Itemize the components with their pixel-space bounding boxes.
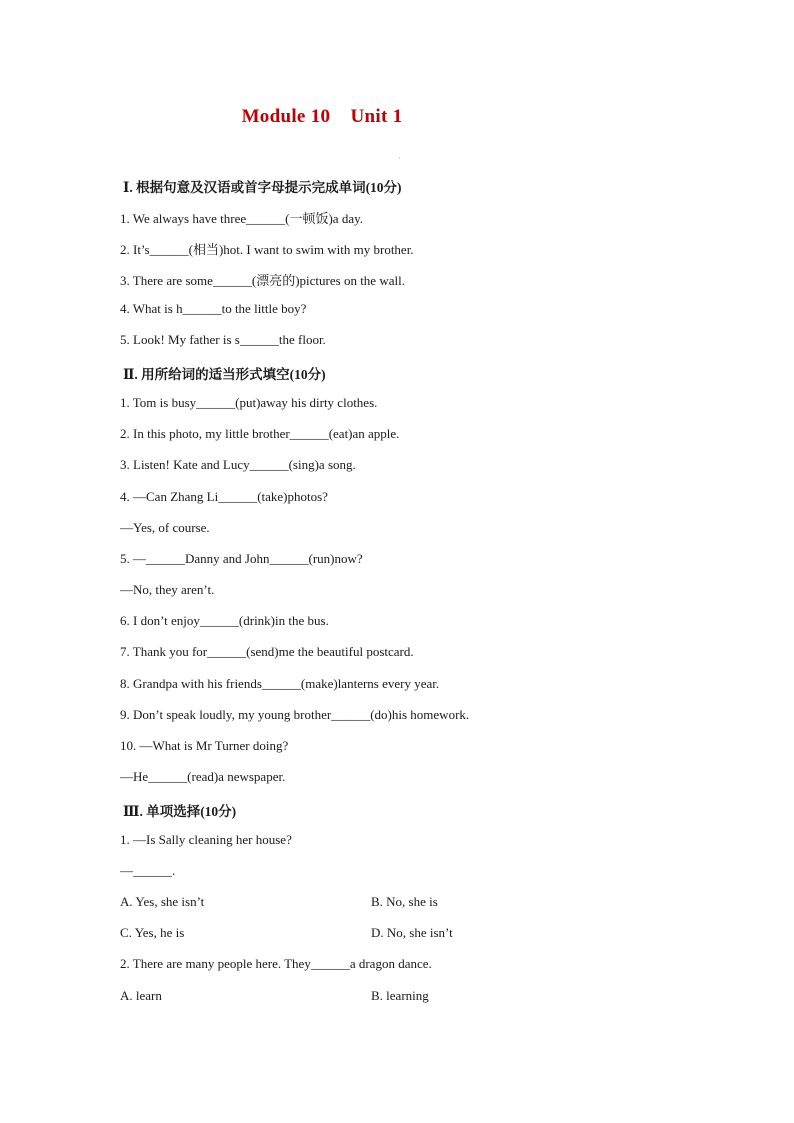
section-2-heading: Ⅱ. 用所给词的适当形式填空(10分) (123, 367, 326, 382)
dot-marker: · (398, 154, 401, 163)
s3-q2-option-b: B. learning (371, 988, 429, 1003)
s2-question-3: 3. Listen! Kate and Lucy______(sing)a song. (120, 457, 356, 472)
s2-question-6: 6. I don’t enjoy______(drink)in the bus. (120, 613, 329, 628)
page-title: Module 10 Unit 1 (241, 106, 403, 127)
s1-question-5: 5. Look! My father is s______the floor. (120, 332, 326, 347)
s2-answer-5: —No, they aren’t. (120, 582, 215, 597)
s2-question-2: 2. In this photo, my little brother______(eat)an apple. (120, 426, 400, 441)
s1-question-4: 4. What is h______to the little boy? (120, 301, 307, 316)
s3-question-2: 2. There are many people here. They______a dragon dance. (120, 956, 432, 971)
s2-question-7: 7. Thank you for______(send)me the beautiful postcard. (120, 644, 414, 659)
s3-q1-option-d: D. No, she isn’t (371, 925, 453, 940)
s2-question-4: 4. —Can Zhang Li______(take)photos? (120, 489, 328, 504)
section-1-heading: Ⅰ. 根据句意及汉语或首字母提示完成单词(10分) (123, 180, 402, 195)
s3-q2-option-a: A. learn (120, 988, 162, 1003)
s2-answer-4: —Yes, of course. (120, 520, 210, 535)
s2-question-10: 10. —What is Mr Turner doing? (120, 738, 289, 753)
s1-question-1: 1. We always have three______(一顿饭)a day. (120, 211, 363, 226)
s1-question-2: 2. It’s______(相当)hot. I want to swim with my brother. (120, 242, 414, 257)
s2-question-1: 1. Tom is busy______(put)away his dirty clothes. (120, 395, 378, 410)
s3-q1-option-a: A. Yes, she isn’t (120, 894, 205, 909)
s2-question-8: 8. Grandpa with his friends______(make)lanterns every year. (120, 676, 440, 691)
s3-answer-line-1: —______. (120, 863, 176, 878)
section-3-heading: Ⅲ. 单项选择(10分) (123, 804, 237, 819)
s3-q1-option-b: B. No, she is (371, 894, 438, 909)
s2-question-9: 9. Don’t speak loudly, my young brother______(do)his homework. (120, 707, 470, 722)
s2-question-5: 5. —______Danny and John______(run)now? (120, 551, 363, 566)
s3-question-1: 1. —Is Sally cleaning her house? (120, 832, 292, 847)
s3-q1-option-c: C. Yes, he is (120, 925, 185, 940)
s2-answer-10: —He______(read)a newspaper. (120, 769, 286, 784)
s1-question-3: 3. There are some______(漂亮的)pictures on the wall. (120, 273, 405, 288)
